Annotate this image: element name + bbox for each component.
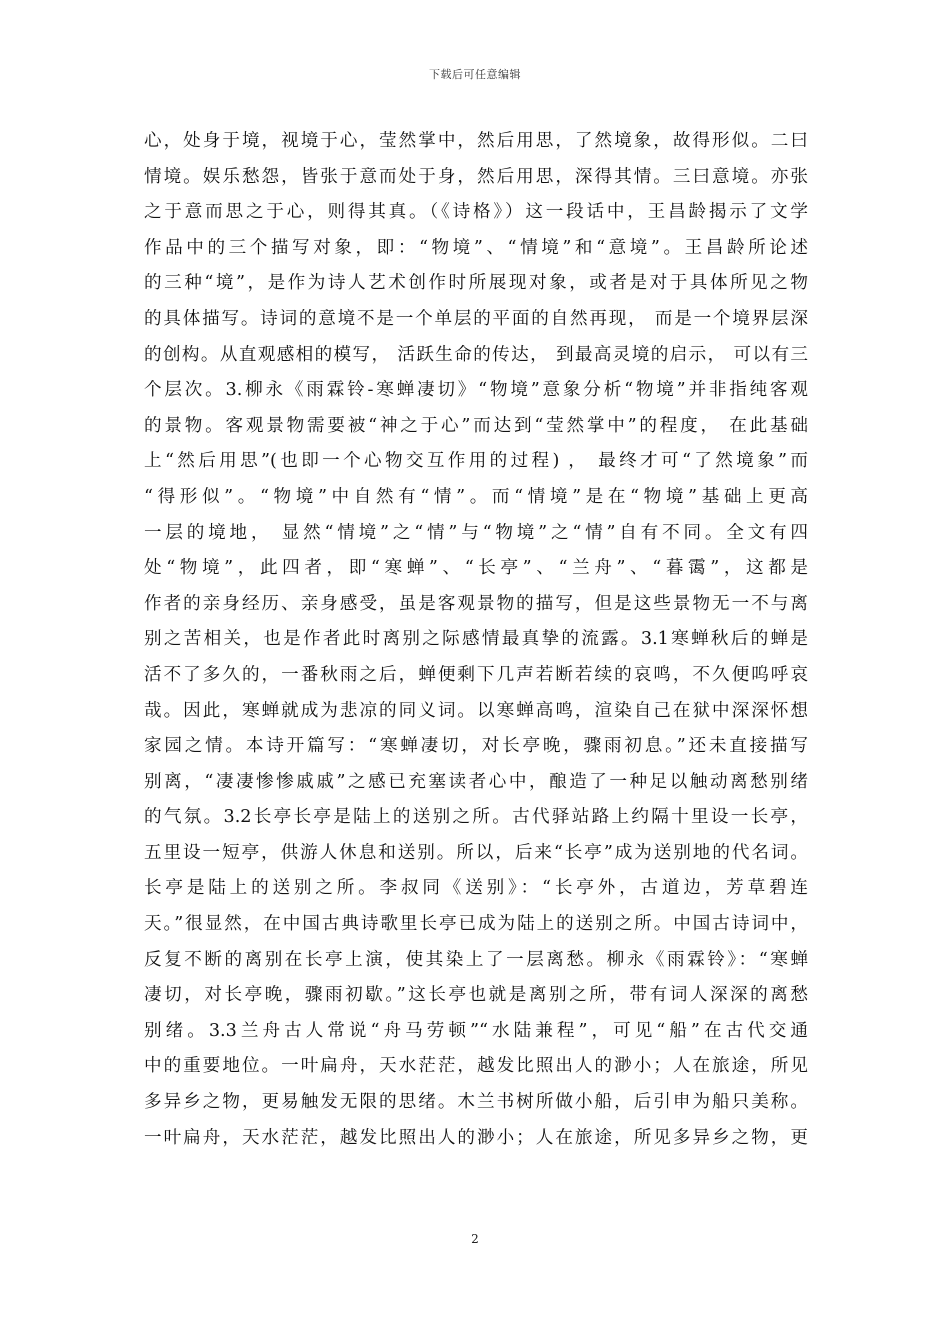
text-line: 家园之情。本诗开篇写：“寒蝉凄切，对长亭晚，骤雨初息。”还未直接描写	[144, 736, 808, 757]
text-line: 个层次。3.柳永《雨霖铃-寒蝉凄切》“物境”意象分析“物境”并非指纯客观	[144, 380, 808, 401]
text-line: 之于意而思之于心，则得其真。（《诗格》）这一段话中，王昌龄揭示了文学	[144, 202, 808, 223]
text-line: 长亭是陆上的送别之所。李叔同《送别》：“长亭外，古道边，芳草碧连	[144, 878, 808, 899]
text-line: 心，处身于境，视境于心，莹然掌中，然后用思，了然境象，故得形似。二曰	[144, 131, 808, 151]
text-line: 作者的亲身经历、亲身感受，虽是客观景物的描写，但是这些景物无一不与离	[144, 593, 808, 614]
text-line: 哉。因此，寒蝉就成为悲凉的同义词。以寒蝉高鸣，渲染自己在狱中深深怀想	[144, 700, 808, 721]
text-line: 反复不断的离别在长亭上演，使其染上了一层离愁。柳永《雨霖铃》：“寒蝉	[144, 949, 808, 970]
text-line: 上“然后用思”(也即一个心物交互作用的过程) ， 最终才可“了然境象”而	[144, 451, 808, 472]
text-line: 的气氛。3.2长亭长亭是陆上的送别之所。古代驿站路上约隔十里设一长亭，	[144, 807, 808, 828]
text-line: 五里设一短亭，供游人休息和送别。所以，后来“长亭”成为送别地的代名词。	[144, 842, 808, 863]
text-line: 情境。娱乐愁怨，皆张于意而处于身，然后用思，深得其情。三曰意境。亦张	[144, 166, 808, 187]
text-line: 活不了多久的，一番秋雨之后，蝉便剩下几声若断若续的哀鸣，不久便呜呼哀	[144, 664, 808, 685]
text-line: 的创构。从直观感相的模写， 活跃生命的传达， 到最高灵境的启示， 可以有三	[144, 344, 808, 365]
page-header: 下载后可任意编辑	[429, 68, 521, 81]
text-line: 一层的境地， 显然“情境”之“情”与“物境”之“情”自有不同。全文有四	[144, 522, 808, 543]
body-text	[144, 124, 808, 1156]
text-line: 多异乡之物，更易触发无限的思绪。木兰书树所做小船，后引申为船只美称。	[144, 1092, 808, 1113]
text-line: 作品中的三个描写对象，即：“物境”、“情境”和“意境”。王昌龄所论述	[144, 237, 808, 258]
text-line: 一叶扁舟，天水茫茫，越发比照出人的渺小；人在旅途，所见多异乡之物，更	[144, 1127, 808, 1148]
text-line: 处“物境”，此四者，即“寒蝉”、“长亭”、“兰舟”、“暮霭”，这都是	[144, 558, 808, 579]
text-line: 天。”很显然，在中国古典诗歌里长亭已成为陆上的送别之所。中国古诗词中，	[144, 914, 808, 935]
text-line: 凄切，对长亭晚，骤雨初歇。”这长亭也就是离别之所，带有词人深深的离愁	[144, 985, 808, 1006]
page-number: 2	[471, 1232, 479, 1246]
text-line: 的景物。客观景物需要被“神之于心”而达到“莹然掌中”的程度， 在此基础	[144, 415, 808, 436]
text-line: 别绪。3.3兰舟古人常说“舟马劳顿”“水陆兼程”，可见“船”在古代交通	[144, 1020, 808, 1041]
text-line: 别之苦相关，也是作者此时离别之际感情最真挚的流露。3.1寒蝉秋后的蝉是	[144, 629, 808, 650]
text-line: “得形似”。“物境”中自然有“情”。而“情境”是在“物境”基础上更高	[144, 486, 808, 507]
text-line: 别离，“凄凄惨惨戚戚”之感已充塞读者心中，酿造了一种足以触动离愁别绪	[144, 771, 808, 792]
text-line: 中的重要地位。一叶扁舟，天水茫茫，越发比照出人的渺小；人在旅途，所见	[144, 1056, 808, 1077]
text-line: 的具体描写。诗词的意境不是一个单层的平面的自然再现， 而是一个境界层深	[144, 308, 808, 329]
text-line: 的三种“境”，是作为诗人艺术创作时所展现对象，或者是对于具体所见之物	[144, 273, 808, 294]
